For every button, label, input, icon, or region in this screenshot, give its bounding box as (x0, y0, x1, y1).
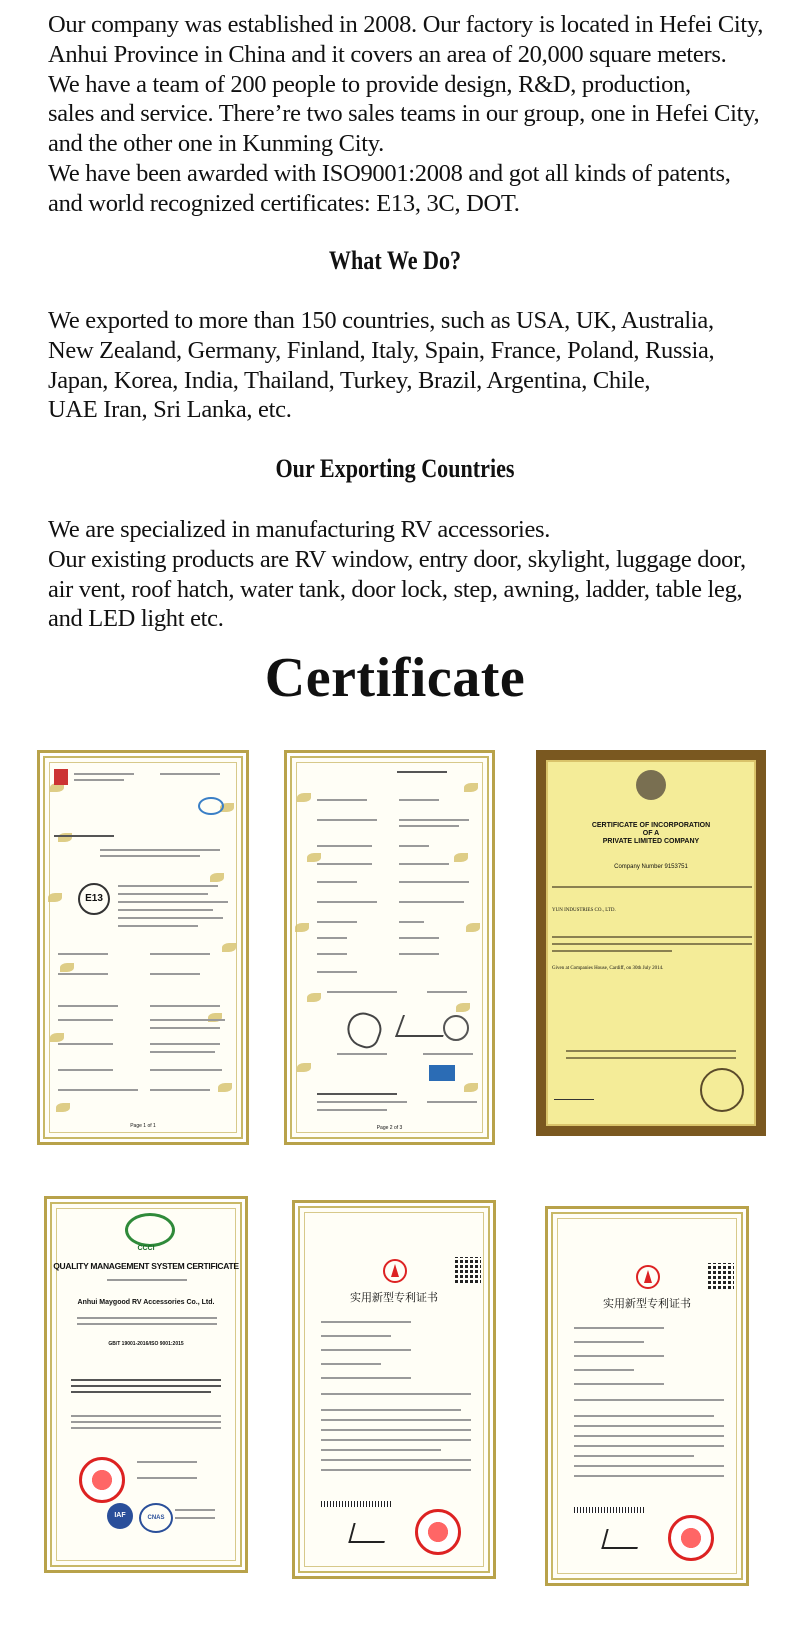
companies-house-logo (554, 1099, 594, 1110)
exporting-line: We are specialized in manufacturing RV accessories. (48, 516, 551, 543)
qms-certificate-image (44, 1196, 248, 1573)
qms-title: QUALITY MANAGEMENT SYSTEM CERTIFICATE (53, 1261, 239, 1271)
intro-line: sales and service. There’re two sales teams in our group, one in Hefei City, (48, 100, 760, 128)
intro-paragraph (48, 10, 768, 219)
incorporation-title: PRIVATE LIMITED COMPANY (602, 838, 700, 845)
incorporation-title: CERTIFICATE OF INCORPORATION (591, 822, 711, 829)
patent-title: 实用新型专利证书 (350, 1291, 438, 1304)
patent-certificate-image (545, 1206, 749, 1586)
e13-certificate-image (37, 750, 249, 1145)
patent-office-logo-icon (383, 1259, 407, 1283)
signature (348, 1523, 389, 1543)
issue-date: Given at Companies House, Cardiff, on 30th July 2014. (552, 966, 664, 971)
page-number: Page 1 of 1 (130, 1123, 156, 1129)
certificate-title: Certificate (264, 647, 526, 709)
exporting-line: and LED light etc. (48, 605, 224, 633)
qms-standard: GB/T 19001-2016/ISO 9001:2015 (108, 1341, 184, 1347)
iaf-logo: IAF (107, 1503, 133, 1529)
barcode (574, 1507, 644, 1513)
exporting-line: Our existing products are RV window, entry door, skylight, luggage door, (48, 545, 746, 573)
globe-logo-icon (125, 1213, 175, 1247)
red-seal (415, 1509, 461, 1555)
exporting-line: air vent, roof hatch, water tank, door lock, step, awning, ladder, table leg, (48, 575, 743, 603)
ccci-logo-text: CCCI (137, 1245, 155, 1252)
qr-code-icon (708, 1263, 734, 1289)
authority-logo (54, 769, 68, 785)
what-we-do-paragraph (48, 306, 768, 425)
intro-line: Our company was established in 2008. Our factory is located in Hefei City, (48, 11, 764, 38)
logo (429, 1065, 455, 1081)
what-we-do-line: We exported to more than 150 countries, such as USA, UK, Australia, (48, 307, 714, 334)
decorative-vine (200, 763, 240, 1132)
exporting-heading: Our Exporting Countries (275, 454, 515, 483)
royal-crest-icon (636, 770, 666, 800)
e13-annex-certificate-image (284, 750, 495, 1145)
intro-line: and the other one in Kunming City. (48, 130, 384, 158)
exporting-paragraph (48, 515, 768, 634)
incorporation-certificate-image (536, 750, 766, 1136)
company-number: Company Number 9153751 (614, 864, 688, 870)
patent-office-logo-icon (636, 1265, 660, 1289)
red-seal (668, 1515, 714, 1561)
intro-line: and world recognized certificates: E13, 3C, DOT. (48, 189, 520, 217)
intro-line: Anhui Province in China and it covers an area of 20,000 square meters. (48, 40, 727, 68)
intro-line: We have been awarded with ISO9001:2008 and got all kinds of patents, (48, 159, 731, 187)
incorporation-title: OF A (642, 830, 660, 837)
what-we-do-heading: What We Do? (328, 246, 462, 275)
stamp (443, 1015, 469, 1041)
decorative-vine (46, 763, 86, 1132)
snch-logo (198, 797, 224, 815)
page-number: Page 2 of 3 (376, 1125, 403, 1131)
cnas-logo: CNAS (139, 1503, 173, 1533)
intro-line: We have a team of 200 people to provide design, R&D, production, (48, 70, 691, 98)
what-we-do-line: New Zealand, Germany, Finland, Italy, Spain, France, Poland, Russia, (48, 336, 715, 364)
what-we-do-line: UAE Iran, Sri Lanka, etc. (48, 396, 292, 424)
qr-code-icon (455, 1257, 481, 1283)
barcode (321, 1501, 391, 1507)
signature (601, 1529, 642, 1549)
company-name: Anhui Maygood RV Accessories Co., Ltd. (77, 1299, 215, 1306)
what-we-do-line: Japan, Korea, India, Thailand, Turkey, Brazil, Argentina, Chile, (48, 366, 651, 394)
red-seal (79, 1457, 125, 1503)
official-seal (700, 1068, 744, 1112)
patent-certificate-image (292, 1200, 496, 1579)
e13-mark: E13 (78, 883, 110, 915)
company-name: YUN INDUSTRIES CO., LTD. (552, 908, 616, 913)
patent-title: 实用新型专利证书 (603, 1297, 691, 1310)
